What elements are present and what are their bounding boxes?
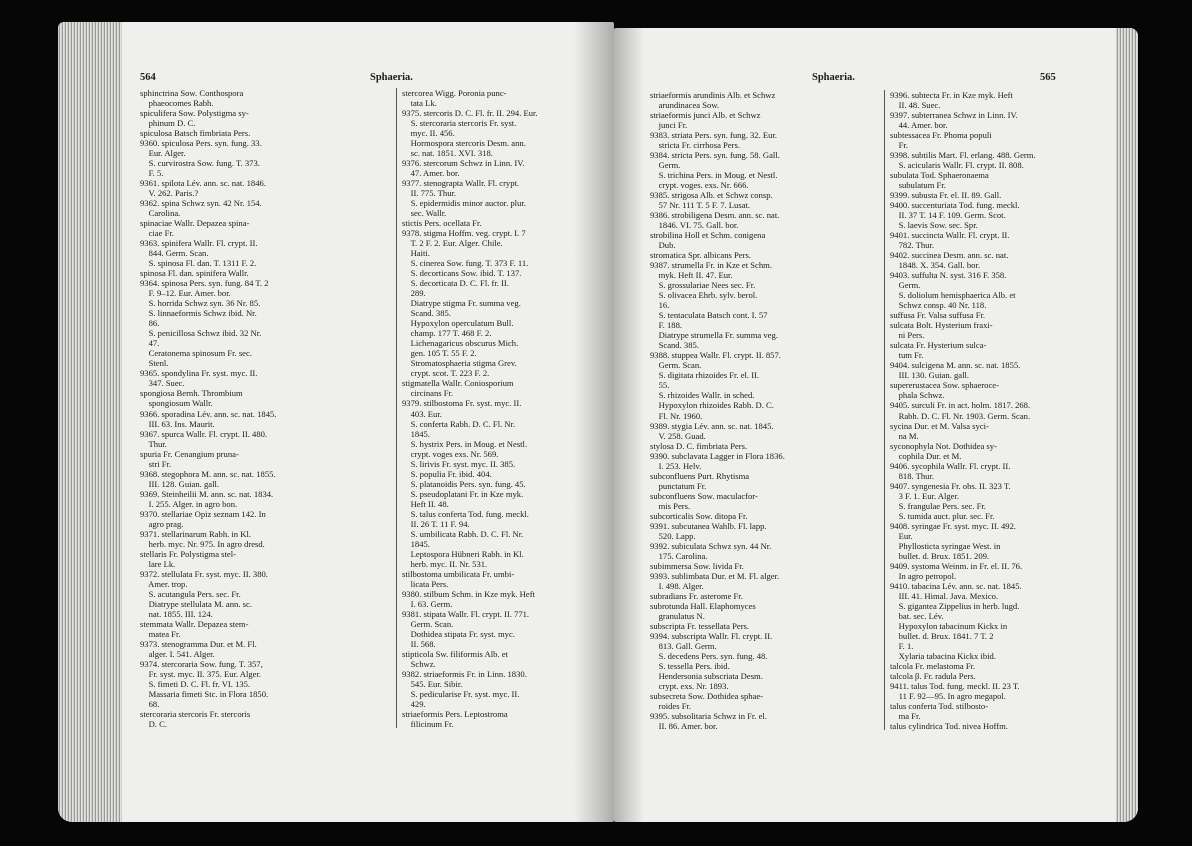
text-line: tum Fr. [890,350,924,361]
text-line: spuria Fr. Cenangium pruna- [140,448,239,459]
text-line: Amer. trop. [140,578,188,589]
left-page-number: 564 [140,72,156,83]
text-line: S. epidermidis minor auctor. plur. [402,198,526,209]
text-line: 9391. subcutanea Wahlb. Fl. lapp. [650,520,767,531]
text-line: 9407. syngenesia Fr. obs. II. 323 T. [890,480,1011,491]
text-line: S. umbilicata Rabh. D. C. Fl. Nr. [402,528,524,539]
text-line: subulata Tod. Sphaeronaema [890,170,989,181]
text-line: 9371. stellarinarum Rabh. in Kl. [140,528,251,539]
text-line: 16. [650,300,670,311]
text-line: subrotunda Hall. Elaphomyces [650,600,756,611]
text-line: I. 498. Alger. [650,580,704,591]
text-line: bat. sec. Lév. [890,610,944,621]
text-line: Hypoxylon rhizoides Rabh. D. C. [650,400,774,411]
text-line: Lichenagaricus obscurus Mich. [402,338,519,349]
text-line: spongiosa Bernh. Thrombium [140,388,243,399]
text-line: S. spinosa Fl. dan. T. 1311 F. 2. [140,258,257,269]
text-line: I. 255. Alger. in agro bon. [140,498,238,509]
text-line: Diatrype stigma Fr. summa veg. [402,298,521,309]
text-line: 47. [140,338,160,349]
text-line: Diatrype strumella Fr. summa veg. [650,330,778,341]
text-line: stigmatella Wallr. Coniosporium [402,378,514,389]
text-line: III. 130. Guian. gall. [890,370,969,381]
text-line: 55. [650,380,670,391]
text-line: Germ. Scan. [650,360,702,371]
text-line: 9404. sulcigena M. ann. sc. nat. 1855. [890,360,1021,371]
text-line: Fr. [890,140,908,151]
text-line: 68. [140,698,160,709]
text-line: Eur. Alger. [140,148,186,159]
text-line: subtessacea Fr. Phoma populi [890,130,992,141]
text-line: S. pseudoplatani Fr. in Kze myk. [402,488,524,499]
right-running-head: Sphaeria. [812,72,855,83]
text-line: 9370. stellariae Opiz seznam 142. In [140,508,266,519]
text-line: 9406. sycophila Wallr. Fl. crypt. II. [890,460,1011,471]
text-line: bullet. d. Brux. 1851. 209. [890,550,990,561]
text-line: II. 775. Thur. [402,188,457,199]
text-line: sphinctrina Sow. Conthospora [140,88,244,98]
text-line: 1848. X. 354. Gall. bor. [890,260,980,271]
text-line: S. tentaculata Batsch cont. I. 57 [650,310,768,321]
text-line: sycina Dur. et M. Valsa syci- [890,420,989,431]
text-line: In agro petropol. [890,570,957,581]
text-line: subradians Fr. asterome Fr. [650,590,743,601]
text-line: Hormospora stercoris Desm. ann. [402,138,526,149]
text-line: Dothidea stipata Fr. syst. myc. [402,628,515,639]
text-line: junci Fr. [650,120,688,131]
right-column-2 [890,90,1112,731]
text-line: S. horrida Schwz syn. 36 Nr. 85. [140,298,261,309]
text-line: V. 258. Guad. [650,430,706,441]
text-line: 520. Lapp. [650,530,696,541]
text-line: S. decorticata D. C. Fl. fr. II. [402,278,509,289]
text-line: striaeformis junci Alb. et Schwz [650,110,761,121]
text-line: F. 188. [650,320,683,331]
text-line: S. doliolum hemisphaerica Alb. et [890,290,1016,301]
text-line: Fr. syst. myc. II. 375. Eur. Alger. [140,668,262,679]
text-line: alger. I. 541. Alger. [140,648,215,659]
text-line: 1846. VI. 75. Gall. bor. [650,220,739,231]
text-line: Xylaria tabacina Kickx ibid. [890,650,996,661]
text-line: II. 37 T. 14 F. 109. Germ. Scot. [890,210,1006,221]
text-line: granulatus N. [650,610,705,621]
text-line: 9360. spiculosa Pers. syn. fung. 33. [140,138,262,149]
text-line: stemmata Wallr. Depazea stem- [140,618,249,629]
text-line: subimmersa Sow. livida Fr. [650,560,744,571]
text-line: filicinum Fr. [402,718,454,729]
text-line: S. tessella Pers. ibid. [650,660,730,671]
text-line: supererustacea Sow. sphaeroce- [890,380,999,391]
text-line: F. 5. [140,168,164,179]
text-line: 9377. stenograpta Wallr. Fl. crypt. [402,178,520,189]
text-line: I. 63. Germ. [402,598,453,609]
text-line: 9387. strumella Fr. in Kze et Schm. [650,260,772,271]
text-line: bullet. d. Brux. 1841. 7 T. 2 [890,630,994,641]
text-line: S. curvirostra Sow. fung. T. 373. [140,158,260,169]
text-line: striaeformis Pers. Leptostroma [402,708,508,719]
text-line: 818. Thur. [890,470,935,481]
text-line: spiculifera Sow. Polystigma sy- [140,108,249,119]
text-line: phaeocomes Rabh. [140,98,214,109]
text-line: ni Pers. [890,330,925,341]
text-line: 9386. strobiligena Desm. ann. sc. nat. [650,210,780,221]
text-line: S. laevis Sow. sec. Spr. [890,220,978,231]
text-line: arundinacea Sow. [650,100,720,111]
text-line: champ. 177 T. 468 F. 2. [402,328,492,339]
text-line: 9392. subiculata Schwz syn. 44 Nr. [650,540,772,551]
text-line: ma Fr. [890,710,921,721]
text-line: subsecreta Sow. Dothidea sphae- [650,690,764,701]
text-line: 844. Germ. Scan. [140,248,209,259]
text-line: Germ. [890,280,921,291]
text-line: nat. 1855. III. 124. [140,608,213,619]
text-line: mis Pers. [650,500,691,511]
text-line: S. populia Fr. ibid. 404. [402,468,492,479]
text-line: 9366. sporadina Lév. ann. sc. nat. 1845. [140,408,277,419]
text-line: 9382. striaeformis Fr. in Linn. 1830. [402,668,527,679]
text-line: S. acicularis Wallr. Fl. crypt. II. 808. [890,160,1024,171]
text-line: strobilina Holl et Schm. conigena [650,230,766,241]
text-line: S. frangulae Pers. sec. Fr. [890,500,986,511]
text-line: D. C. [140,718,167,729]
text-line: Ceratonema spinosum Fr. sec. [140,348,252,359]
text-line: Scand. 385. [402,308,451,319]
right-column-rule [884,90,885,730]
text-line: subconfluens Sow. maculacfor- [650,490,758,501]
text-line: 347. Suec. [140,378,185,389]
text-line: spiculosa Batsch fimbriata Pers. [140,128,251,139]
text-line: S. grossulariae Nees sec. Fr. [650,280,756,291]
text-line: striaeformis arundinis Alb. et Schwz [650,90,776,100]
text-line: spongiosum Wallr. [140,398,213,409]
text-line: Phyllosticta syringae West. in [890,540,1001,551]
text-line: 1845. [402,538,430,549]
text-line: 9372. stellulata Fr. syst. myc. II. 380. [140,568,268,579]
text-line: matea Fr. [140,628,181,639]
text-line: 9376. stercorum Schwz in Linn. IV. [402,158,525,169]
text-line: tata Lk. [402,98,437,109]
text-line: sec. Wallr. [402,208,447,219]
text-line: 9390. subclavata Lagger in Flora 1836. [650,450,785,461]
text-line: herb. myc. Nr. 975. In agro dresd. [140,538,265,549]
text-line: Germ. [650,160,681,171]
text-line: 44. Amer. bor. [890,120,948,131]
text-line: Hendersonia subscriata Desm. [650,670,763,681]
text-line: 9393. sublimbata Dur. et M. Fl. alger. [650,570,780,581]
text-line: 9369. Steinheilii M. ann. sc. nat. 1834. [140,488,274,499]
text-line: 9396. subtecta Fr. in Kze myk. Heft [890,90,1013,100]
text-line: 47. Amer. bor. [402,168,460,179]
text-line: subscripta Fr. tessellata Pers. [650,620,750,631]
text-line: punctatum Fr. [650,480,707,491]
text-line: Carolina. [140,208,181,219]
text-line: Stenl. [140,358,169,369]
text-line: I. 253. Helv. [650,460,702,471]
text-line: Massaria fimeti Stc. in Flora 1850. [140,688,269,699]
text-line: roides Fr. [650,700,692,711]
text-line: Stromatosphaeria stigma Grev. [402,358,517,369]
text-line: Haiti. [402,248,430,259]
text-line: 9374. stercoraria Sow. fung. T. 357, [140,658,263,669]
text-line: sulcata Bolt. Hysterium fraxi- [890,320,993,331]
text-line: S. rhizoides Wallr. in sched. [650,390,755,401]
text-line: Rabh. D. C. Fl. Nr. 1903. Germ. Scan. [890,410,1031,421]
text-line: 545. Eur. Sibir. [402,678,463,689]
text-line: stellaris Fr. Polystigma stel- [140,548,236,559]
text-line: 9362. spina Schwz syn. 42 Nr. 154. [140,198,262,209]
text-line: Schwz. [402,658,436,669]
text-line: 9402. succinea Desm. ann. sc. nat. [890,250,1009,261]
text-line: T. 2 F. 2. Eur. Alger. Chile. [402,238,503,249]
text-line: 9410. tabacina Lév. ann. sc. nat. 1845. [890,580,1022,591]
text-line: S. fimeti D. C. Fl. fr. VI. 135. [140,678,251,689]
text-line: 9398. subtilis Mart. Fl. erlang. 488. Germ. [890,150,1036,161]
text-line: phala Schwz. [890,390,945,401]
text-line: 86. [140,318,160,329]
left-column-rule [396,88,397,728]
text-line: 11 F. 92—95. In agro megapol. [890,690,1006,701]
text-line: S. lirivis Fr. syst. myc. II. 385. [402,458,516,469]
text-line: crypt. voges exs. Nr. 569. [402,448,499,459]
text-line: II. 48. Suec. [890,100,941,111]
text-line: F. 1. [890,640,914,651]
text-line: S. cinerea Sow. fung. T. 373 F. 11. [402,258,529,269]
text-line: 9375. stercoris D. C. Fl. fr. II. 294. Eur. [402,108,538,119]
text-line: 9380. stilbum Schm. in Kze myk. Heft [402,588,535,599]
text-line: S. acutangula Pers. sec. Fr. [140,588,241,599]
text-line: stri Fr. [140,458,172,469]
text-line: 429. [402,698,426,709]
text-line: S. pedicularise Fr. syst. myc. II. [402,688,520,699]
text-line: 9385. strigosa Alb. et Schwz consp. [650,190,773,201]
text-line: III. 63. Ins. Maurit. [140,418,215,429]
text-line: lare Lk. [140,558,176,569]
text-line: 9411. talus Tod. fung. meckl. II. 23 T. [890,680,1020,691]
text-line: 9397. subterranea Schwz in Linn. IV. [890,110,1018,121]
text-line: 782. Thur. [890,240,935,251]
text-line: talcola β. Fr. radula Pers. [890,670,976,681]
text-line: stromatica Spr. albicans Pers. [650,250,751,261]
text-line: Leptospora Hübneri Rabh. in Kl. [402,548,524,559]
text-line: cophila Dur. et M. [890,450,962,461]
text-line: Hypoxylon tabacinum Kickx in [890,620,1008,631]
text-line: stictis Pers. ocellata Fr. [402,218,482,229]
text-line: 9400. succenturiata Tod. fung. meckl. [890,200,1020,211]
text-line: 3 F. 1. Eur. Alger. [890,490,960,501]
text-line: gen. 105 T. 55 F. 2. [402,348,477,359]
text-line: sc. nat. 1851. XVI. 318. [402,148,493,159]
text-line: 813. Gall. Germ. [650,640,717,651]
text-line: syconophyla Not. Dothidea sy- [890,440,997,451]
text-line: crypt. voges. exs. Nr. 666. [650,180,749,191]
text-line: Scand. 385. [650,340,699,351]
text-line: spinosa Fl. dan. spinifera Wallr. [140,268,249,279]
left-running-head: Sphaeria. [370,72,413,83]
text-line: S. tumida auct. plur. sec. Fr. [890,510,995,521]
text-line: II. 26 T. 11 F. 94. [402,518,470,529]
text-line: subconfluens Purt. Rhytisma [650,470,750,481]
left-page-edges [58,22,122,822]
text-line: 9373. stenogramma Dur. et M. Fl. [140,638,257,649]
text-line: S. platanoidis Pers. syn. fung. 45. [402,478,526,489]
text-line: S. talus conferta Tod. fung. meckl. [402,508,529,519]
text-line: Heft II. 48. [402,498,449,509]
text-line: herb. myc. II. Nr. 531. [402,558,488,569]
left-page [58,22,614,822]
text-line: subulatum Fr. [890,180,946,191]
text-line: ciae Fr. [140,228,174,239]
text-line: stylosa D. C. fimbriata Pers. [650,440,748,451]
text-line: crypt. exs. Nr. 1893. [650,680,729,691]
text-line: Eur. [890,530,913,541]
text-line: phinum D. C. [140,118,196,129]
text-line: Hypoxylon operculatum Bull. [402,318,514,329]
text-line: S. trichina Pers. in Moug. et Nestl. [650,170,778,181]
text-line: II. 568. [402,638,436,649]
text-line: 1845. [402,428,430,439]
text-line: II. 86. Amer. bor. [650,720,718,731]
text-line: S. gigantea Zippelius in herb. lugd. [890,600,1020,611]
right-page [614,28,1138,822]
text-line: sulcata Fr. Hysterium sulca- [890,340,987,351]
text-line: myc. II. 456. [402,128,455,139]
text-line: 9395. subsolitaria Schwz in Fr. el. [650,710,767,721]
text-line: 9384. stricta Pers. syn. fung. 58. Gall. [650,150,780,161]
text-line: 289. [402,288,426,299]
text-line: 9364. spinosa Pers. syn. fung. 84 T. 2 [140,278,269,289]
text-line: Fl. Nr. 1960. [650,410,703,421]
text-line: subcorticalis Sow. ditopa Fr. [650,510,748,521]
text-line: talus cylindrica Tod. nivea Hoffm. [890,720,1008,731]
text-line: stercorea Wigg. Poronia punc- [402,88,507,98]
text-line: S. olivacea Ehrb. sylv. berol. [650,290,758,301]
right-gutter-shadow [614,28,644,822]
text-line: 9399. subusta Fr. el. II. 89. Gall. [890,190,1002,201]
text-line: suffusa Fr. Valsa suffusa Fr. [890,310,986,321]
text-line: 9401. succincta Wallr. Fl. crypt. II. [890,230,1010,241]
text-line: crypt. scot. T. 223 F. 2. [402,368,490,379]
text-line: Dub. [650,240,676,251]
left-column-1 [140,88,385,729]
text-line: Diatrype stellulata M. ann. sc. [140,598,252,609]
text-line: S. digitata rhizoides Fr. el. II. [650,370,760,381]
text-line: 9403. suffulta N. syst. 316 F. 358. [890,270,1007,281]
text-line: stercoraria stercoris Fr. stercoris [140,708,251,719]
text-line: 9383. striata Pers. syn. fung. 32. Eur. [650,130,777,141]
text-line: III. 128. Guian. gall. [140,478,219,489]
text-line: S. hystrix Pers. in Moug. et Nestl. [402,438,528,449]
left-column-2 [402,88,602,729]
text-line: agro prag. [140,518,184,529]
text-line: stilbostoma umbilicata Fr. umbi- [402,568,515,579]
text-line: 9381. stipata Wallr. Fl. crypt. II. 771. [402,608,530,619]
text-line: 9409. systoma Weinm. in Fr. el. II. 76. [890,560,1023,571]
text-line: 9368. stegophora M. ann. sc. nat. 1855. [140,468,276,479]
text-line: S. linnaeformis Schwz ibid. Nr. [140,308,257,319]
text-line: 403. Eur. [402,408,442,419]
text-line: S. stercoraria stercoris Fr. syst. [402,118,517,129]
text-line: 9378. stigma Hoffm. veg. crypt. I. 7 [402,228,526,239]
text-line: V. 262. Paris.? [140,188,199,199]
text-line: stipticola Sw. filiformis Alb. et [402,648,508,659]
right-column-1 [650,90,880,731]
text-line: licata Pers. [402,578,449,589]
text-line: Thur. [140,438,167,449]
text-line: circinans Fr. [402,388,454,399]
text-line: 175. Carolina. [650,550,708,561]
text-line: 9408. syringae Fr. syst. myc. II. 492. [890,520,1017,531]
text-line: myk. Heft II. 47. Eur. [650,270,733,281]
text-line: Schwz consp. 40 Nr. 118. [890,300,987,311]
text-line: S. conferta Rabh. D. C. Fl. Nr. [402,418,516,429]
text-line: S. decorticans Sow. ibid. T. 137. [402,268,522,279]
right-page-edges [1116,28,1138,822]
text-line: Germ. Scan. [402,618,454,629]
text-line: 9388. stuppea Wallr. Fl. crypt. II. 857. [650,350,781,361]
text-line: na M. [890,430,919,441]
text-line: spinaciae Wallr. Depazea spina- [140,218,250,229]
text-line: F. 9–12. Eur. Amer. bor. [140,288,231,299]
right-page-number: 565 [1040,72,1056,83]
text-line: 9394. subscripta Wallr. Fl. crypt. II. [650,630,773,641]
text-line: 9361. spilota Lév. ann. sc. nat. 1846. [140,178,266,189]
text-line: III. 41. Himal. Java. Mexico. [890,590,999,601]
text-line: 9365. spondylina Fr. syst. myc. II. [140,368,258,379]
text-line: S. penicillosa Schwz ibid. 32 Nr. [140,328,262,339]
text-line: stricta Fr. cirrhosa Pers. [650,140,740,151]
text-line: 9363. spinifera Wallr. Fl. crypt. II. [140,238,258,249]
text-line: 9367. spurca Wallr. Fl. crypt. II. 480. [140,428,268,439]
text-line: talus conferta Tod. stilbosto- [890,700,989,711]
text-line: S. decedens Pers. syn. fung. 48. [650,650,768,661]
text-line: 9389. stygia Lév. ann. sc. nat. 1845. [650,420,774,431]
text-line: talcola Fr. melastoma Fr. [890,660,976,671]
text-line: 9405. surculi Fr. in act. holm. 1817. 268. [890,400,1031,411]
text-line: 9379. stilbostoma Fr. syst. myc. II. [402,398,522,409]
text-line: 57 Nr. 111 T. 5 F. 7. Lusat. [650,200,751,211]
